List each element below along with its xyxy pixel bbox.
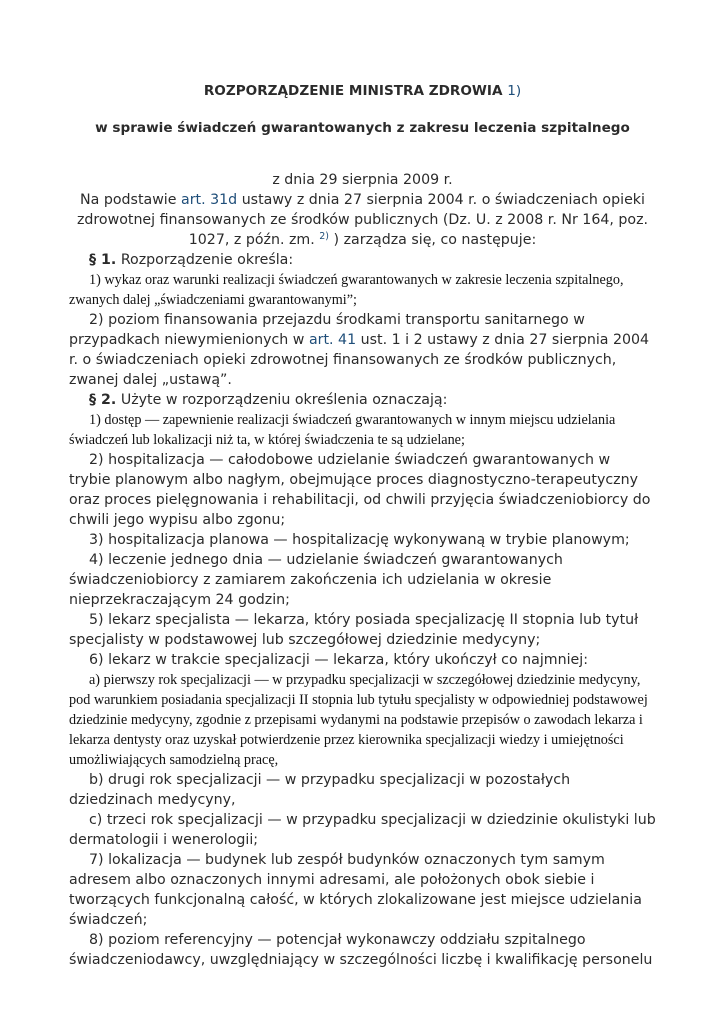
- section-1-heading: [69, 250, 656, 270]
- definition-item-8: 8) poziom referencyjny — potencjał wykonawczy oddziału szpitalnego świadczeniodawcy, uwzględniający w szczególności liczbę i kwalifikację personelu: [69, 932, 653, 968]
- document-date: z dnia 29 sierpnia 2009 r.: [272, 172, 453, 188]
- definition-item-6c: c) trzeci rok specjalizacji — w przypadku specjalizacji w dziedzinie okulistyki lub dermatologii i wenerologii;: [69, 812, 656, 848]
- definition-item-2: 2) hospitalizacja — całodobowe udzielanie świadczeń gwarantowanych w trybie planowym albo nagłym, obejmujące proces diagnostyczno-terapeutyczny oraz proces pielęgnowania i rehabilitacji, od chwili przyjęcia świadczeniobiorcy do chwili jego wypisu albo zgonu;: [69, 452, 651, 528]
- definition-item-4: 4) leczenie jednego dnia — udzielanie świadczeń gwarantowanych świadczeniobiorcy z zamiarem zakończenia ich udzielania w okresie nieprzekraczającym 24 godzin;: [69, 552, 563, 608]
- legal-basis-text-end: ) zarządza się, co następuje:: [333, 232, 537, 248]
- legal-basis-text-start: Na podstawie: [80, 192, 177, 208]
- footnote-2-link[interactable]: 2): [319, 231, 330, 242]
- definition-item-6: 6) lekarz w trakcie specjalizacji — lekarza, który ukończył co najmniej:: [89, 652, 588, 668]
- document-title: [69, 81, 656, 101]
- definition-item-7: 7) lokalizacja — budynek lub zespół budynków oznaczonych tym samym adresem albo oznaczonych innymi adresami, ale położonych obok siebie i tworzących funkcjonalną całość, w których zlokalizowane jest miejsce udzielania świadczeń;: [69, 852, 642, 928]
- section-1-item-2-text-start: 2) poziom finansowania przejazdu środkami transportu sanitarnego w przypadkach niewymienionych w: [69, 312, 585, 348]
- section-2-heading: [69, 390, 656, 410]
- art-41-link[interactable]: art. 41: [308, 332, 357, 348]
- section-1-number: § 1.: [89, 252, 117, 268]
- legal-basis-paragraph: [69, 190, 656, 250]
- section-1-item-2-text-end: ust. 1 i 2 ustawy z dnia 27 sierpnia 2004 r. o świadczeniach opieki zdrowotnej finansowanych ze środków publicznych, zwanej dalej „ustawą”.: [69, 332, 650, 388]
- definition-item-5: 5) lekarz specjalista — lekarza, który posiada specjalizację II stopnia lub tytuł specjalisty w podstawowej lub szczegółowej dziedzinie medycyny;: [69, 612, 639, 648]
- section-2-intro: Użyte w rozporządzeniu określenia oznaczają:: [120, 392, 448, 408]
- definition-item-6b: b) drugi rok specjalizacji — w przypadku specjalizacji w pozostałych dziedzinach medycyny,: [69, 772, 571, 808]
- legal-basis-text: ustawy z dnia 27 sierpnia 2004 r. o świadczeniach opieki zdrowotnej finansowanych ze środków publicznych (Dz. U. z 2008 r. Nr 164, poz. 1027, z późn. zm.: [76, 192, 649, 248]
- definition-item-6a: a) pierwszy rok specjalizacji — w przypadku specjalizacji w szczegółowej dziedzinie medycyny, pod warunkiem posiadania specjalizacji II stopnia lub tytułu specjalisty w odpowiedniej podstawowej dziedzinie medycyny, zgodnie z przepisami wydanymi na podstawie przepisów o zawodach lekarza i lekarza dentysty oraz uzyskał potwierdzenie przez kierownika specjalizacji wiedzy i umiejętności umożliwiających samodzielną pracę,: [69, 672, 648, 768]
- definition-item-1: 1) dostęp — zapewnienie realizacji świadczeń gwarantowanych w innym miejscu udzielania świadczeń lub lokalizacji niż ta, w której świadczenia te są udzielane;: [69, 412, 616, 448]
- section-1-intro: Rozporządzenie określa:: [120, 252, 294, 268]
- title-footnote-link[interactable]: 1): [507, 83, 522, 99]
- art-31d-link[interactable]: art. 31d: [181, 192, 238, 208]
- document-body: [69, 170, 656, 970]
- document-subtitle: w sprawie świadczeń gwarantowanych z zakresu leczenia szpitalnego: [95, 120, 630, 136]
- definition-item-3: 3) hospitalizacja planowa — hospitalizację wykonywaną w trybie planowym;: [89, 532, 630, 548]
- title-text: ROZPORZĄDZENIE MINISTRA ZDROWIA: [203, 83, 503, 99]
- section-1-item-2: [69, 310, 656, 390]
- section-2-number: § 2.: [89, 392, 117, 408]
- section-1-item-1: 1) wykaz oraz warunki realizacji świadczeń gwarantowanych w zakresie leczenia szpitalnego, zwanych dalej „świadczeniami gwarantowanymi”;: [69, 272, 624, 308]
